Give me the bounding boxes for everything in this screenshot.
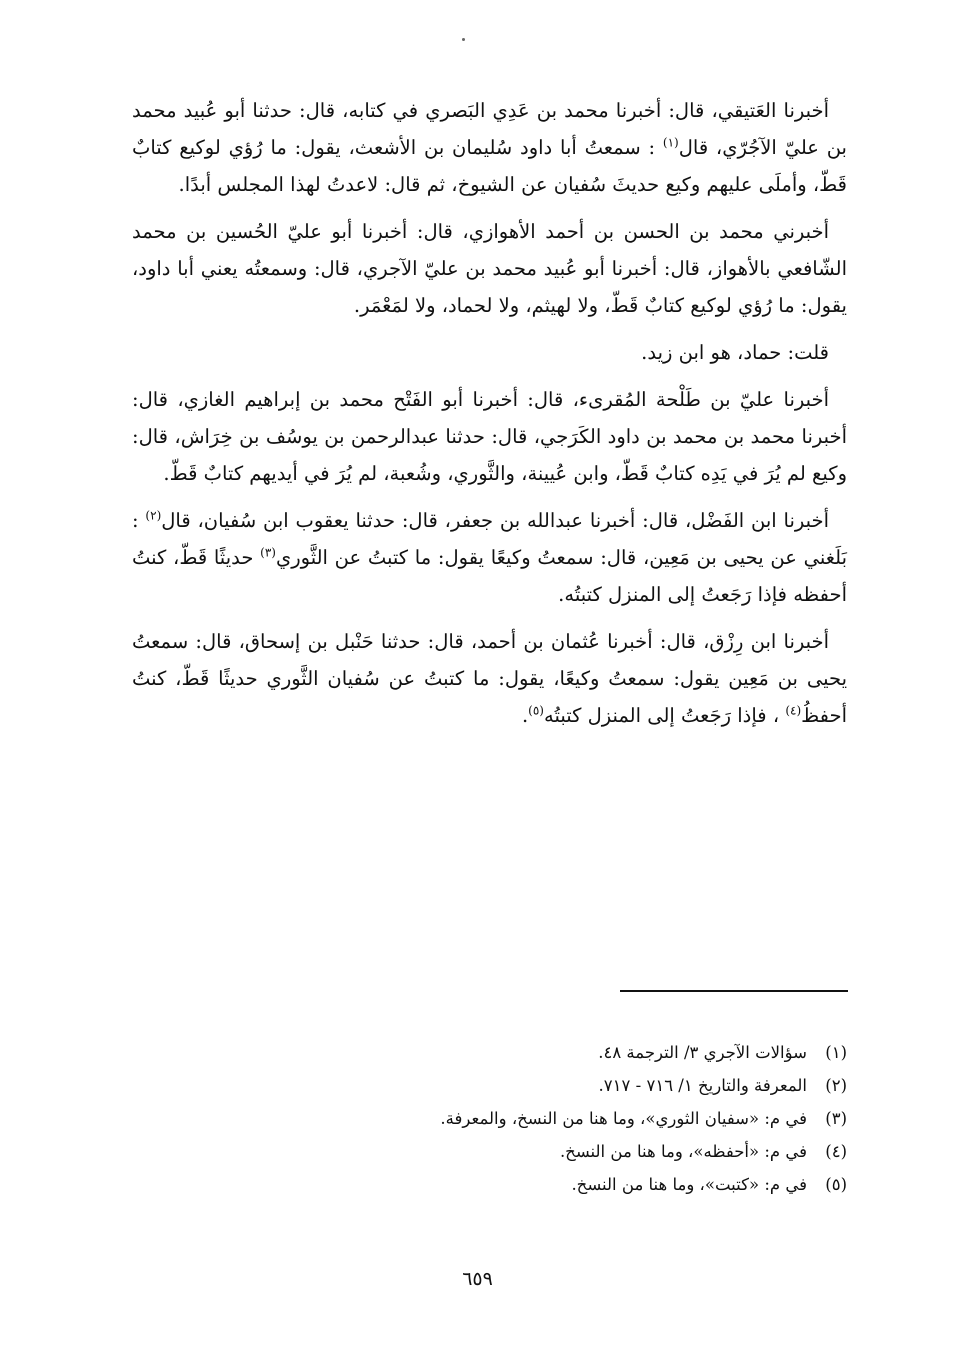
footnote-number: (٥) bbox=[825, 1175, 847, 1194]
footnote-number: (٢) bbox=[825, 1076, 847, 1095]
paragraph-1 bbox=[132, 92, 847, 203]
footnote-text: في م: «سفيان الثوري»، وما هنا من النسخ، والمعرفة. bbox=[440, 1109, 807, 1128]
footnote-ref-1[interactable]: (١) bbox=[662, 135, 679, 150]
paragraph-6 bbox=[132, 623, 847, 734]
footnote-ref-4[interactable]: (٤) bbox=[785, 703, 802, 718]
footnote-number: (٣) bbox=[825, 1109, 847, 1128]
footnote-1 bbox=[132, 1036, 847, 1069]
footnote-ref-5[interactable]: (٥) bbox=[528, 703, 544, 718]
paragraph-5 bbox=[132, 502, 847, 613]
paragraph-5-rest: حديثًا قَطّ، كنتُ أحفظه فإذا رَجَعتُ إلى المنزل كتبتُه. bbox=[132, 546, 847, 606]
footnote-2 bbox=[132, 1069, 847, 1102]
paragraph-6-mid: ، فإذا رَجَعتُ إلى المنزل كتبتُه bbox=[543, 704, 780, 727]
footnote-3 bbox=[132, 1102, 847, 1135]
footnote-number: (١) bbox=[825, 1043, 847, 1062]
main-text bbox=[132, 92, 847, 744]
paragraph-1-text: أخبرنا العَتيقي، قال: أخبرنا محمد بن عَدِي البَصري في كتابه، قال: حدثنا أبو عُبيد محمد بن عليّ الآجُرّي، قال bbox=[132, 99, 847, 159]
paragraph-4: أخبرنا عليّ بن طَلْحة المُقرىء، قال: أخبرنا أبو الفَتْح محمد بن إبراهيم الغازي، قال: أخبرنا محمد بن محمد بن داود الكَرَجي، قال: حدثنا عبدالرحمن بن يوسُف بن خِرَاش، قال: وكيع لم يُرَ في يَدِه كتابٌ قَطّ، وابن عُيينة، والثَّوري، وشُعبة، لم يُرَ في أيديهم كتابٌ قَطّ. bbox=[132, 388, 847, 485]
footnote-text: في م: «كتبت»، وما هنا من النسخ. bbox=[571, 1175, 807, 1194]
footnote-ref-2[interactable]: (٢) bbox=[145, 508, 162, 523]
footnote-text: في م: «أحفظه»، وما هنا من النسخ. bbox=[559, 1142, 807, 1161]
footnote-divider bbox=[620, 990, 848, 992]
paragraph-2: أخبرني محمد بن الحسن بن أحمد الأهوازي، قال: أخبرنا أبو عليّ الحُسين بن محمد الشّافعي بالأهواز، قال: أخبرنا أبو عُبيد محمد بن عليّ الآجري، قال: وسمعتُه يعني أبا داود، يقول: ما رُؤي لوكيع كتابٌ قَطّ، ولا لهيثم، ولا لحماد، ولا لمَعْمَر. bbox=[132, 220, 847, 317]
footnote-ref-3[interactable]: (٣) bbox=[260, 545, 276, 560]
footnote-text: المعرفة والتاريخ ١/ ٧١٦ - ٧١٧. bbox=[598, 1076, 807, 1095]
footnote-5 bbox=[132, 1168, 847, 1201]
page-speck bbox=[462, 38, 465, 41]
footnote-4 bbox=[132, 1135, 847, 1168]
paragraph-5-mid: : بَلَغني عن يحيى بن مَعِين، قال: سمعتُ وكيعًا يقول: ما كتبتُ عن الثَّوري bbox=[132, 509, 847, 569]
footnote-text: سؤالات الآجري ٣/ الترجمة ٤٨. bbox=[598, 1043, 807, 1062]
paragraph-5-text: أخبرنا ابن الفَضْل، قال: أخبرنا عبدالله بن جعفر، قال: حدثنا يعقوب ابن سُفيان، قال bbox=[161, 509, 830, 532]
paragraph-1-rest: : سمعتُ أبا داود سُليمان بن الأشعث، يقول: ما رُؤي لوكيع كتابٌ قَطّ، وأملَى عليهم وكيع حديثَ سُفيان عن الشيوخ، ثم قال: لاعدتُ لهذا المجلس أبدًا. bbox=[132, 136, 847, 196]
paragraph-6-end: . bbox=[521, 704, 529, 727]
paragraph-3: قلت: حماد، هو ابن زيد. bbox=[641, 341, 829, 364]
paragraph-6-text: أخبرنا ابن رِزْق، قال: أخبرنا عُثمان بن أحمد، قال: حدثنا حَنْبل بن إسحاق، قال: سمعتُ يحيى بن مَعِين يقول: سمعتُ وكيعًا، يقول: ما كتبتُ عن سُفيان الثَّوري حديثًا قَطّ، كنتُ أحفظُ bbox=[132, 630, 847, 727]
page-number: ٦٥٩ bbox=[462, 1268, 493, 1290]
footnote-number: (٤) bbox=[825, 1142, 847, 1161]
footnotes bbox=[132, 1036, 847, 1201]
